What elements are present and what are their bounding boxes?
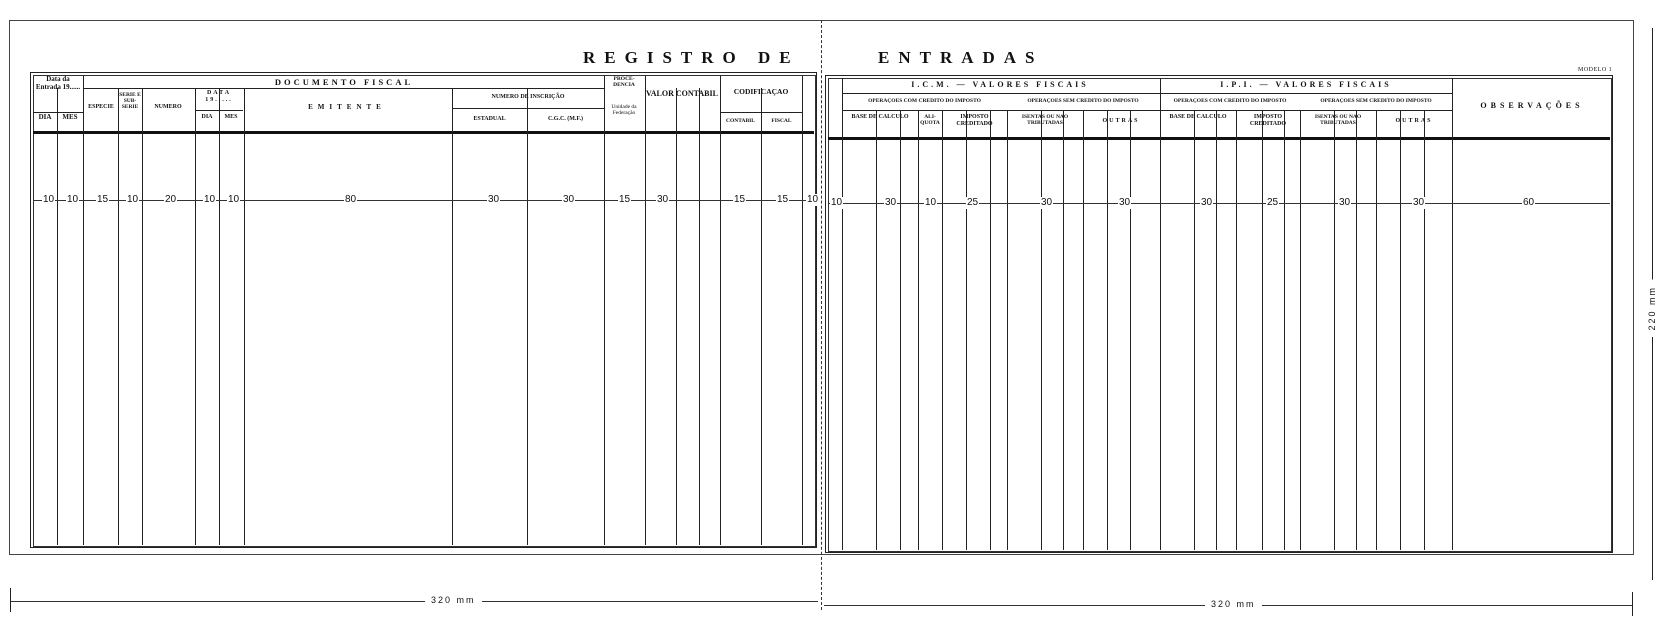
right-column-width-10: 60	[1523, 197, 1535, 208]
right-hline	[842, 110, 1452, 111]
left-column-line	[142, 88, 143, 545]
right-column-width-3: 25	[967, 197, 979, 208]
header-unidade-federacao: Unidade da Federação	[611, 104, 637, 117]
height-label-wrap	[1640, 280, 1664, 337]
header-observacoes: OBSERVAÇÕES	[1480, 101, 1584, 110]
right-column-line	[1216, 110, 1217, 550]
header-data-mes: MES	[224, 114, 238, 120]
right-column-width-6: 30	[1201, 197, 1213, 208]
right-column-line	[1400, 110, 1401, 550]
left-column-line	[802, 75, 803, 545]
right-column-line	[1107, 110, 1108, 550]
left-header-rule	[33, 131, 814, 134]
header-ipi-base: BASE DE CALCULO	[1169, 114, 1227, 120]
header-ipi-isentas: ISENTAS OU NAO TRIBUTADAS	[1314, 114, 1362, 127]
title-left: REGISTRO DE	[583, 48, 800, 67]
width-right-tick	[1632, 592, 1633, 616]
right-column-line	[842, 78, 843, 550]
right-column-line	[876, 110, 877, 550]
right-column-line	[1284, 110, 1285, 550]
header-contabil: CONTABIL	[726, 118, 755, 124]
title-right: ENTRADAS	[878, 48, 1044, 67]
left-column-width-1: 10	[67, 194, 79, 205]
left-column-line	[219, 88, 220, 545]
right-column-line	[1007, 110, 1008, 550]
right-column-line	[1300, 110, 1301, 550]
right-column-line	[1452, 78, 1453, 550]
header-valor-contabil: VALOR CONTABIL	[646, 89, 718, 98]
left-column-line	[720, 75, 721, 545]
header-data-dia: DIA	[201, 114, 213, 120]
left-hline	[452, 108, 604, 109]
right-column-line	[1356, 110, 1357, 550]
header-icm-sem-credito: OPERAÇOES SEM CREDITO DO IMPOSTO	[1027, 98, 1139, 104]
header-ipi-com-credito: OPERAÇOES COM CREDITO DO IMPOSTO	[1173, 98, 1287, 104]
fold-line	[821, 20, 822, 610]
left-column-width-7: 80	[345, 194, 357, 205]
header-especie: ESPECIE	[88, 104, 114, 110]
left-column-line	[676, 88, 677, 545]
right-column-line	[1160, 78, 1161, 550]
header-icm-isentas: ISENTAS OU NAO TRIBUTADAS	[1021, 114, 1069, 127]
right-column-line	[900, 110, 901, 550]
header-codificacao: CODIFICAÇAO	[733, 87, 789, 96]
left-column-width-12: 15	[734, 194, 746, 205]
right-column-width-5: 30	[1119, 197, 1131, 208]
width-left-tick	[10, 588, 11, 612]
right-header-rule	[828, 137, 1610, 140]
header-icm: I.C.M. — VALORES FISCAIS	[911, 80, 1089, 89]
left-column-width-4: 20	[165, 194, 177, 205]
right-column-line	[1083, 110, 1084, 550]
left-column-width-10: 15	[619, 194, 631, 205]
right-hline	[842, 93, 1452, 94]
header-estadual: ESTADUAL	[473, 116, 506, 122]
header-icm-outras: OUTRAS	[1102, 118, 1140, 124]
right-table-inner	[828, 78, 1612, 552]
left-column-line	[118, 88, 119, 545]
left-column-line	[57, 88, 58, 545]
left-dimension-line	[33, 200, 814, 201]
left-column-line	[244, 88, 245, 545]
header-icm-imposto: IMPOSTO CREDITADO	[956, 114, 993, 127]
left-column-line	[604, 75, 605, 545]
right-column-line	[1041, 110, 1042, 550]
header-icm-aliquota: ALI-QUOTA	[920, 114, 940, 127]
left-column-line	[452, 88, 453, 545]
modelo-label: MODELO 1	[1578, 67, 1613, 73]
left-column-width-5: 10	[204, 194, 216, 205]
right-column-width-1: 30	[885, 197, 897, 208]
header-numero: NUMERO	[154, 104, 182, 110]
right-column-width-2: 10	[925, 197, 937, 208]
left-column-width-8: 30	[488, 194, 500, 205]
left-column-line	[761, 88, 762, 545]
right-column-line	[918, 110, 919, 550]
header-data: DATA 19.....	[205, 90, 233, 103]
left-column-width-14: 10	[807, 194, 819, 205]
left-column-width-3: 10	[127, 194, 139, 205]
right-column-line	[1334, 110, 1335, 550]
right-column-width-8: 30	[1339, 197, 1351, 208]
right-column-line	[942, 110, 943, 550]
right-column-width-4: 30	[1041, 197, 1053, 208]
header-dia: DIA	[38, 113, 52, 121]
right-column-line	[1376, 110, 1377, 550]
left-column-line	[83, 75, 84, 545]
header-cgc: C.G.C. (M.F.)	[547, 116, 584, 122]
width-left-label: 320 mm	[425, 595, 482, 605]
right-column-line	[1262, 110, 1263, 550]
left-column-line	[527, 88, 528, 545]
header-numero-inscricao: NUMERO DE INSCRIÇÃO	[491, 94, 565, 100]
left-column-width-6: 10	[228, 194, 240, 205]
left-column-width-11: 30	[657, 194, 669, 205]
header-emitente: EMITENTE	[308, 103, 386, 111]
header-ipi: I.P.I. — VALORES FISCAIS	[1220, 80, 1392, 89]
header-serie: SERIE E SUB-SERIE	[119, 92, 141, 111]
left-hline	[83, 88, 604, 89]
height-label: 220 mm	[1647, 280, 1657, 337]
right-column-line	[1194, 110, 1195, 550]
width-right-label: 320 mm	[1205, 599, 1262, 609]
right-column-line	[1063, 110, 1064, 550]
right-column-line	[1130, 110, 1131, 550]
right-column-line	[1236, 110, 1237, 550]
header-procedencia: PROCE-DENCIA	[613, 76, 635, 89]
header-documento-fiscal: DOCUMENTO FISCAL	[274, 77, 414, 87]
right-dimension-line	[828, 203, 1610, 204]
left-column-width-9: 30	[563, 194, 575, 205]
header-mes: MES	[62, 113, 78, 121]
right-column-line	[966, 110, 967, 550]
right-column-line	[990, 110, 991, 550]
left-column-width-0: 10	[43, 194, 55, 205]
left-column-width-2: 15	[97, 194, 109, 205]
right-column-line	[1424, 110, 1425, 550]
header-icm-base: BASE DE CALCULO	[851, 114, 909, 120]
right-column-width-0: 10	[831, 197, 843, 208]
left-column-line	[645, 75, 646, 545]
right-column-width-7: 25	[1267, 197, 1279, 208]
header-fiscal: FISCAL	[771, 118, 792, 124]
left-column-line	[195, 88, 196, 545]
right-column-width-9: 30	[1413, 197, 1425, 208]
left-column-line	[699, 88, 700, 545]
header-ipi-outras: OUTRAS	[1395, 118, 1433, 124]
header-data-entrada: Data da Entrada 19......	[35, 75, 81, 91]
header-ipi-imposto: IMPOSTO CREDITADO	[1249, 114, 1287, 127]
header-ipi-sem-credito: OPERAÇOES SEM CREDITO DO IMPOSTO	[1320, 98, 1432, 104]
width-left-arrow	[10, 601, 818, 602]
header-icm-com-credito: OPERAÇOES COM CREDITO DO IMPOSTO	[868, 98, 981, 104]
left-column-width-13: 15	[777, 194, 789, 205]
